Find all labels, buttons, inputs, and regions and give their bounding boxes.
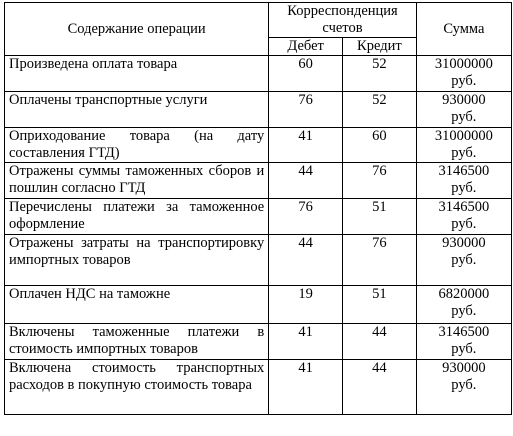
- row-credit: 76: [342, 163, 416, 199]
- row-debit: 44: [269, 235, 343, 286]
- row-debit: 41: [269, 360, 343, 415]
- header-amount: Сумма: [416, 3, 511, 56]
- row-credit: 60: [342, 128, 416, 163]
- row-credit: 52: [342, 92, 416, 128]
- row-description: Отражены суммы таможенных сборов и пошлин согласно ГТД: [5, 163, 269, 199]
- row-description: Включены таможенные платежи в стоимость импортных товаров: [5, 324, 269, 360]
- row-currency: руб.: [451, 73, 477, 89]
- row-description: Оприходование товара (на дату составления ГТД): [5, 128, 269, 163]
- row-amount-cell: [416, 235, 511, 286]
- row-amount-cell: [416, 128, 511, 163]
- row-credit: 52: [342, 56, 416, 92]
- row-debit: 41: [269, 128, 343, 163]
- row-description: Отражены затраты на транспортировку импортных товаров: [5, 235, 269, 286]
- row-amount: 930000: [442, 92, 486, 108]
- row-debit: 19: [269, 286, 343, 324]
- row-description: Произведена оплата товара: [5, 56, 269, 92]
- row-description: Оплачен НДС на таможне: [5, 286, 269, 324]
- table-header-row: [5, 3, 512, 38]
- row-description: Оплачены транспортные услуги: [5, 92, 269, 128]
- table-row: [5, 56, 512, 92]
- row-credit: 51: [342, 286, 416, 324]
- table-row: [5, 128, 512, 163]
- row-currency: руб.: [451, 377, 477, 393]
- row-amount-cell: [416, 199, 511, 235]
- row-amount-cell: [416, 360, 511, 415]
- row-amount-cell: [416, 92, 511, 128]
- row-currency: руб.: [451, 252, 477, 268]
- header-description: Содержание операции: [5, 3, 269, 56]
- row-currency: руб.: [451, 145, 477, 161]
- row-description: Перечислены платежи за таможенное оформление: [5, 199, 269, 235]
- header-correspondence: Корреспонденция счетов: [269, 3, 416, 38]
- row-credit: 76: [342, 235, 416, 286]
- row-amount: 930000: [442, 235, 486, 251]
- row-currency: руб.: [451, 341, 477, 357]
- row-description: Включена стоимость транспортных расходов в покупную стоимость товара: [5, 360, 269, 415]
- row-amount-cell: [416, 324, 511, 360]
- header-debit: Дебет: [269, 38, 343, 56]
- row-debit: 41: [269, 324, 343, 360]
- table-row: [5, 360, 512, 415]
- row-amount-cell: [416, 163, 511, 199]
- row-amount: 3146500: [438, 199, 490, 215]
- row-amount: 31000000: [434, 56, 493, 72]
- row-amount: 3146500: [438, 163, 490, 179]
- document-page: [4, 2, 512, 415]
- header-credit: Кредит: [342, 38, 416, 56]
- row-debit: 44: [269, 163, 343, 199]
- row-credit: 44: [342, 360, 416, 415]
- row-amount-cell: [416, 56, 511, 92]
- row-amount: 930000: [442, 360, 486, 376]
- row-amount: 31000000: [434, 128, 493, 144]
- table-row: [5, 324, 512, 360]
- row-debit: 76: [269, 92, 343, 128]
- table-row: [5, 163, 512, 199]
- table-row: [5, 92, 512, 128]
- table-row: [5, 199, 512, 235]
- row-currency: руб.: [451, 180, 477, 196]
- row-currency: руб.: [451, 216, 477, 232]
- row-debit: 76: [269, 199, 343, 235]
- row-debit: 60: [269, 56, 343, 92]
- table-row: [5, 235, 512, 286]
- row-credit: 51: [342, 199, 416, 235]
- row-currency: руб.: [451, 109, 477, 125]
- row-amount: 6820000: [438, 286, 490, 302]
- operations-table: [4, 2, 512, 415]
- row-amount-cell: [416, 286, 511, 324]
- row-credit: 44: [342, 324, 416, 360]
- row-amount: 3146500: [438, 324, 490, 340]
- row-currency: руб.: [451, 303, 477, 319]
- table-row: [5, 286, 512, 324]
